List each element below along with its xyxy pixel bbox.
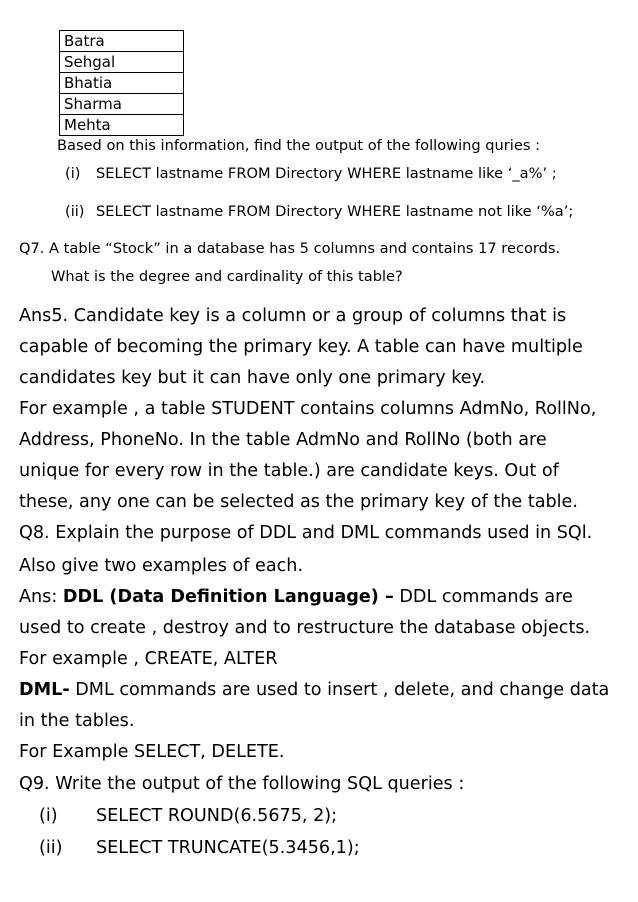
ddl-text: DDL commands are <box>393 587 573 607</box>
q8-line: Also give two examples of each. <box>19 556 304 576</box>
table-row <box>60 115 184 136</box>
table-row <box>60 52 184 73</box>
dml-line <box>19 680 609 700</box>
ddl-line <box>19 587 573 607</box>
q9-item-text: SELECT ROUND(6.5675, 2); <box>96 806 338 826</box>
q6-item-text: SELECT lastname FROM Directory WHERE lastname like ‘_a%’ ; <box>96 165 557 182</box>
q6-item-text: SELECT lastname FROM Directory WHERE lastname not like ‘%a’; <box>96 203 574 220</box>
table-cell: Sharma <box>60 94 184 115</box>
answer-line: these, any one can be selected as the primary key of the table. <box>19 492 578 512</box>
q6-item-num: (ii) <box>65 203 85 220</box>
q9-item-text: SELECT TRUNCATE(5.3456,1); <box>96 838 360 858</box>
table-cell: Mehta <box>60 115 184 136</box>
dml-example: For Example SELECT, DELETE. <box>19 742 285 762</box>
table-cell: Batra <box>60 31 184 52</box>
answer-line: capable of becoming the primary key. A table can have multiple <box>19 337 583 357</box>
table-row <box>60 31 184 52</box>
dml-text: DML commands are used to insert , delete, and change data <box>69 680 610 700</box>
table-cell: Sehgal <box>60 52 184 73</box>
table-row <box>60 73 184 94</box>
answer-line: For example , a table STUDENT contains columns AdmNo, RollNo, <box>19 399 597 419</box>
q9-title: Q9. Write the output of the following SQL queries : <box>19 774 465 794</box>
answer-line: candidates key but it can have only one primary key. <box>19 368 486 388</box>
dml-line: in the tables. <box>19 711 135 731</box>
answer-line: unique for every row in the table.) are candidate keys. Out of <box>19 461 559 481</box>
ans-prefix: Ans: <box>19 587 63 607</box>
answer-line: Ans5. Candidate key is a column or a group of columns that is <box>19 306 567 326</box>
names-table <box>59 30 184 136</box>
q7-line: What is the degree and cardinality of this table? <box>51 268 403 285</box>
q7-line: Q7. A table “Stock” in a database has 5 columns and contains 17 records. <box>19 240 561 257</box>
ddl-line: used to create , destroy and to restructure the database objects. <box>19 618 591 638</box>
answer-line: Address, PhoneNo. In the table AdmNo and RollNo (both are <box>19 430 547 450</box>
q6-item-num: (i) <box>65 165 81 182</box>
ddl-heading: DDL (Data Definition Language) – <box>62 587 394 607</box>
dml-heading: DML- <box>19 680 70 700</box>
table-row <box>60 94 184 115</box>
table-cell: Bhatia <box>60 73 184 94</box>
q9-item-num: (i) <box>39 806 58 826</box>
q9-item-num: (ii) <box>39 838 63 858</box>
q8-line: Q8. Explain the purpose of DDL and DML commands used in SQl. <box>19 523 593 543</box>
ddl-example: For example , CREATE, ALTER <box>19 649 278 669</box>
intro-text: Based on this information, find the output of the following quries : <box>57 137 540 154</box>
